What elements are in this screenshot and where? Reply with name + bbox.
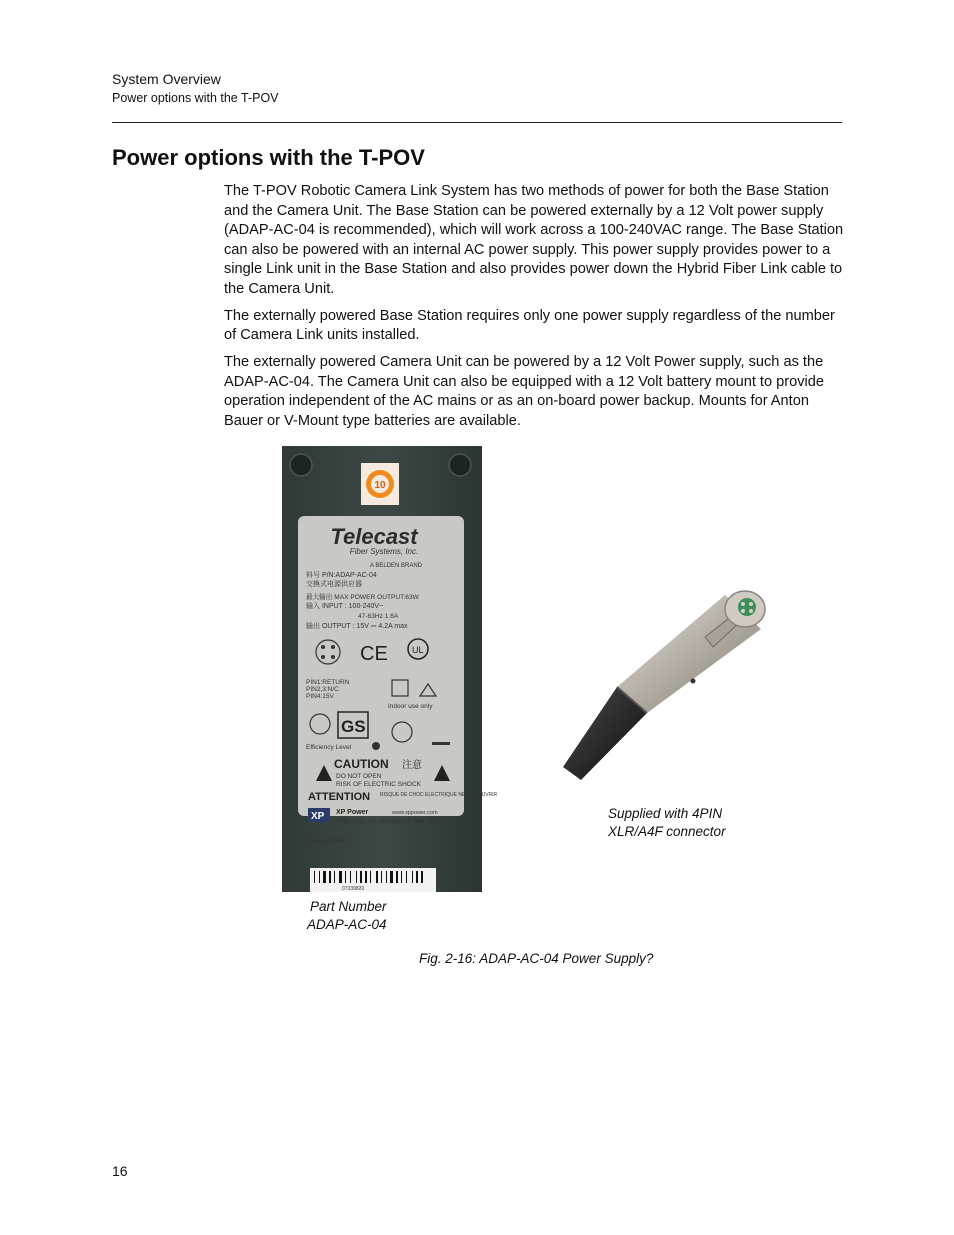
brand-sub-text: Fiber Systems, Inc. [349, 547, 419, 556]
gs-mark: GS [341, 717, 366, 736]
xlr-caption-line-1: Supplied with 4PIN [608, 806, 723, 821]
page-title: Power options with the T-POV [112, 145, 425, 170]
pin2-text: PIN2,3:N/C [306, 686, 339, 693]
paragraph-1: The T-POV Robotic Camera Link System has two methods of power for both the Base Station and the Camera Unit. The Base Station can be powered externally by a 12 Volt power supply (ADAP-AC-04 is recommended), which will work across a 100-240VAC range. The Base Station can also be powered with an internal AC power supply. This power supply provides power to a single Link unit in the Base Station and also provides power down the Hybrid Fiber Link cable to the Camera Unit. [224, 183, 844, 297]
attention-text: ATTENTION [308, 791, 371, 803]
caution-text: CAUTION [334, 757, 389, 771]
input-text: 输入 INPUT : 100-240V~ [306, 603, 384, 610]
xp-url-text: www.xppower.com [392, 810, 438, 816]
made-in-text: Made in Taiwan [308, 838, 347, 844]
psu-caption-line-2: ADAP-AC-04 [307, 917, 387, 932]
ul-mark: UL [412, 645, 424, 655]
efficiency-text: Efficiency Level [306, 744, 352, 751]
power-supply-photo [282, 446, 498, 892]
attention-fr-text: RISQUE DE CHOC ELECTRIQUE NE PAS OUVRIR [380, 792, 498, 798]
indoor-text: Indoor use only [388, 703, 433, 710]
barcode-number: 07339820 [342, 886, 365, 892]
caution-cn-text: 注意 [402, 760, 422, 771]
header-subsection: Power options with the T-POV [112, 91, 279, 105]
psu-caption [307, 898, 387, 934]
do-not-open-text: DO NOT OPEN [336, 773, 382, 780]
shock-text: RISK OF ELECTRIC SHOCK [336, 781, 421, 788]
brand-text: Telecast [330, 524, 418, 549]
badge-text: 10 [374, 480, 386, 491]
paragraph-2: The externally powered Base Station requires only one power supply regardless of the number of Camera Link units installed. [224, 307, 835, 343]
pin4-text: PIN4:15V [306, 693, 334, 700]
header-section: System Overview [112, 71, 221, 87]
running-header [112, 70, 279, 107]
paragraph-3: The externally powered Camera Unit can be powered by a 12 Volt Power supply, such as the ADAP-AC-04. The Camera Unit can also be equipped with a 12 Volt battery mount to provide operation independent of the AC mains or as an on-board power backup. Mounts for Anton Bauer or V-Mount type batteries are available. [224, 354, 825, 429]
model-text: 型號MODEL NO.: AEL60US15 -XA0120A [336, 819, 438, 825]
page-number: 16 [112, 1163, 128, 1179]
xp-logo: XP [311, 811, 325, 822]
xlr-caption-line-2: XLR/A4F connector [608, 824, 726, 839]
max-power-text: 最大输出 MAX POWER OUTPUT:63W [306, 594, 419, 601]
xlr-connector-photo [555, 575, 775, 785]
figure-caption: Fig. 2-16: ADAP-AC-04 Power Supply? [419, 951, 654, 966]
pin1-text: PIN1:RETURN [306, 679, 350, 686]
output-text: 输出 OUTPUT : 15V ⎓ 4.2A max [306, 623, 408, 630]
header-rule [112, 122, 842, 123]
pn-text: 料号 P/N:ADAP-AC-04 [306, 572, 377, 579]
belden-text: A BELDEN BRAND [370, 563, 423, 569]
body-text [224, 182, 844, 439]
freq-text: 47-63Hz 1.6A [358, 613, 399, 620]
xp-power-text: XP Power [336, 809, 369, 816]
cn-name-text: 交換式电源供应器 [306, 581, 362, 588]
xlr-caption [608, 805, 726, 841]
ce-mark: CE [360, 643, 388, 665]
psu-caption-line-1: Part Number [310, 899, 387, 914]
